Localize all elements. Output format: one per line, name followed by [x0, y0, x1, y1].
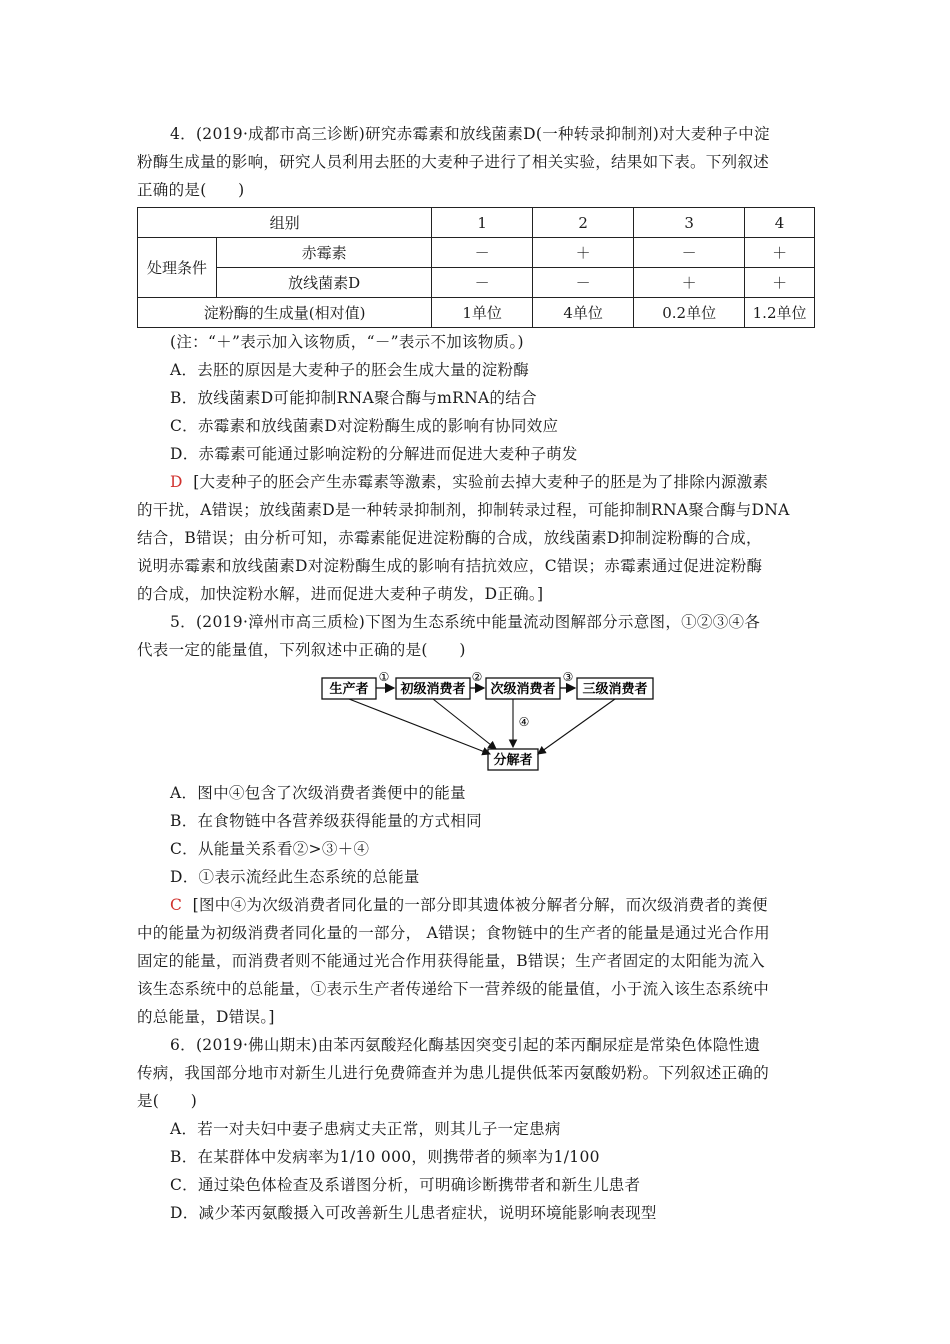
q4-option-d: D．赤霉素可能通过影响淀粉的分解进而促进大麦种子萌发 [170, 445, 578, 463]
q5-explanation-line-2: 中的能量为初级消费者同化量的一部分， A错误；食物链中的生产者的能量是通过光合作用 [137, 924, 770, 942]
table-cell: － [533, 268, 634, 298]
q6-stem-line-2: 传病，我国部分地市对新生儿进行免费筛查并为患儿提供低苯丙氨酸奶粉。下列叙述正确的 [137, 1064, 770, 1082]
table-result-label: 淀粉酶的生成量(相对值) [138, 298, 432, 328]
svg-text:生产者: 生产者 [329, 682, 369, 697]
node-decomposer [488, 749, 538, 770]
node-tertiary-consumer [577, 678, 653, 699]
q5-explanation-line-4: 该生态系统中的总能量，①表示生产者传递给下一营养级的能量值，小于流入该生态系统中 [137, 980, 770, 998]
table-header-label: 组别 [138, 208, 432, 238]
q5-stem-line-1: 5．(2019·漳州市高三质检)下图为生态系统中能量流动图解部分示意图，①②③④各 [170, 613, 761, 631]
table-cell: － [432, 268, 533, 298]
energy-flow-diagram [318, 670, 658, 775]
q4-explanation-line-1: D [大麦种子的胚会产生赤霉素等激素，实验前去掉大麦种子的胚是为了排除内源激素 [170, 473, 769, 491]
q5-option-b: B．在食物链中各营养级获得能量的方式相同 [170, 812, 482, 830]
q4-stem-line-1: 4．(2019·成都市高三诊断)研究赤霉素和放线菌素D(一种转录抑制剂)对大麦种子中淀 [170, 125, 770, 143]
table-group-4: 4 [745, 208, 815, 238]
q5-answer: C [170, 896, 183, 914]
q6-stem-line-3: 是( ) [137, 1092, 198, 1110]
table-cell: － [432, 238, 533, 268]
table-result-cell: 0.2单位 [634, 298, 745, 328]
node-secondary-consumer [486, 678, 560, 699]
label-3: ③ [562, 670, 574, 684]
table-row-gibberellin: 赤霉素 [217, 238, 432, 268]
table-condition-label: 处理条件 [138, 238, 217, 298]
q6-option-c: C．通过染色体检查及系谱图分析，可明确诊断携带者和新生儿患者 [170, 1176, 641, 1194]
svg-text:次级消费者: 次级消费者 [490, 682, 556, 697]
q6-option-b: B．在某群体中发病率为1/10 000，则携带者的频率为1/100 [170, 1148, 600, 1166]
table-cell: ＋ [634, 268, 745, 298]
q4-answer: D [170, 473, 183, 491]
table-group-2: 2 [533, 208, 634, 238]
q4-option-b: B．放线菌素D可能抑制RNA聚合酶与mRNA的结合 [170, 389, 537, 407]
q4-explanation-line-4: 说明赤霉素和放线菌素D对淀粉酶生成的影响有拮抗效应，C错误；赤霉素通过促进淀粉酶 [137, 557, 763, 575]
q4-option-a: A．去胚的原因是大麦种子的胚会生成大量的淀粉酶 [170, 361, 530, 379]
label-4: ④ [518, 715, 530, 729]
arrow-tertiary-decomposer [538, 699, 615, 754]
q5-explanation-line-3: 固定的能量，而消费者则不能通过光合作用获得能量，B错误；生产者固定的太阳能为流入 [137, 952, 765, 970]
q5-stem-line-2: 代表一定的能量值，下列叙述中正确的是( ) [137, 641, 466, 659]
q6-option-d: D．减少苯丙氨酸摄入可改善新生儿患者症状，说明环境能影响表现型 [170, 1204, 657, 1222]
table-group-3: 3 [634, 208, 745, 238]
q4-stem-line-2: 粉酶生成量的影响，研究人员利用去胚的大麦种子进行了相关实验，结果如下表。下列叙述 [137, 153, 770, 171]
arrow-producer-decomposer [349, 699, 490, 754]
q4-explanation-line-3: 结合，B错误；由分析可知，赤霉素能促进淀粉酶的合成，放线菌素D抑制淀粉酶的合成， [137, 529, 762, 547]
table-group-1: 1 [432, 208, 533, 238]
table-result-cell: 1单位 [432, 298, 533, 328]
table-cell: ＋ [745, 238, 815, 268]
svg-text:三级消费者: 三级消费者 [582, 682, 648, 697]
q5-explanation-line-1: C [图中④为次级消费者同化量的一部分即其遗体被分解者分解，而次级消费者的粪便 [170, 896, 768, 914]
q4-note: (注：“＋”表示加入该物质，“－”表示不加该物质。) [170, 333, 524, 351]
q4-stem-line-3: 正确的是( ) [137, 181, 245, 199]
q4-experiment-table [137, 207, 815, 328]
q5-option-c: C．从能量关系看②>③＋④ [170, 840, 370, 858]
node-producer [322, 678, 376, 699]
label-1: ① [378, 670, 390, 684]
table-row-actinomycin: 放线菌素D [217, 268, 432, 298]
q6-option-a: A．若一对夫妇中妻子患病丈夫正常，则其儿子一定患病 [170, 1120, 561, 1138]
q5-option-d: D．①表示流经此生态系统的总能量 [170, 868, 420, 886]
q4-explanation-line-2: 的干扰，A错误；放线菌素D是一种转录抑制剂，抑制转录过程，可能抑制RNA聚合酶与DNA [137, 501, 790, 519]
table-cell: ＋ [533, 238, 634, 268]
node-primary-consumer [396, 678, 470, 699]
svg-text:分解者: 分解者 [493, 753, 533, 768]
svg-text:初级消费者: 初级消费者 [400, 682, 466, 697]
q5-option-a: A．图中④包含了次级消费者粪便中的能量 [170, 784, 466, 802]
label-2: ② [471, 670, 483, 684]
q5-explanation-line-5: 的总能量，D错误。] [137, 1008, 275, 1026]
q4-option-c: C．赤霉素和放线菌素D对淀粉酶生成的影响有协同效应 [170, 417, 559, 435]
arrow-primary-decomposer [433, 699, 496, 749]
q6-stem-line-1: 6．(2019·佛山期末)由苯丙氨酸羟化酶基因突变引起的苯丙酮尿症是常染色体隐性遗 [170, 1036, 761, 1054]
table-cell: ＋ [745, 268, 815, 298]
table-result-cell: 4单位 [533, 298, 634, 328]
q4-explanation-line-5: 的合成，加快淀粉水解，进而促进大麦种子萌发，D正确。] [137, 585, 544, 603]
table-result-cell: 1.2单位 [745, 298, 815, 328]
table-cell: － [634, 238, 745, 268]
